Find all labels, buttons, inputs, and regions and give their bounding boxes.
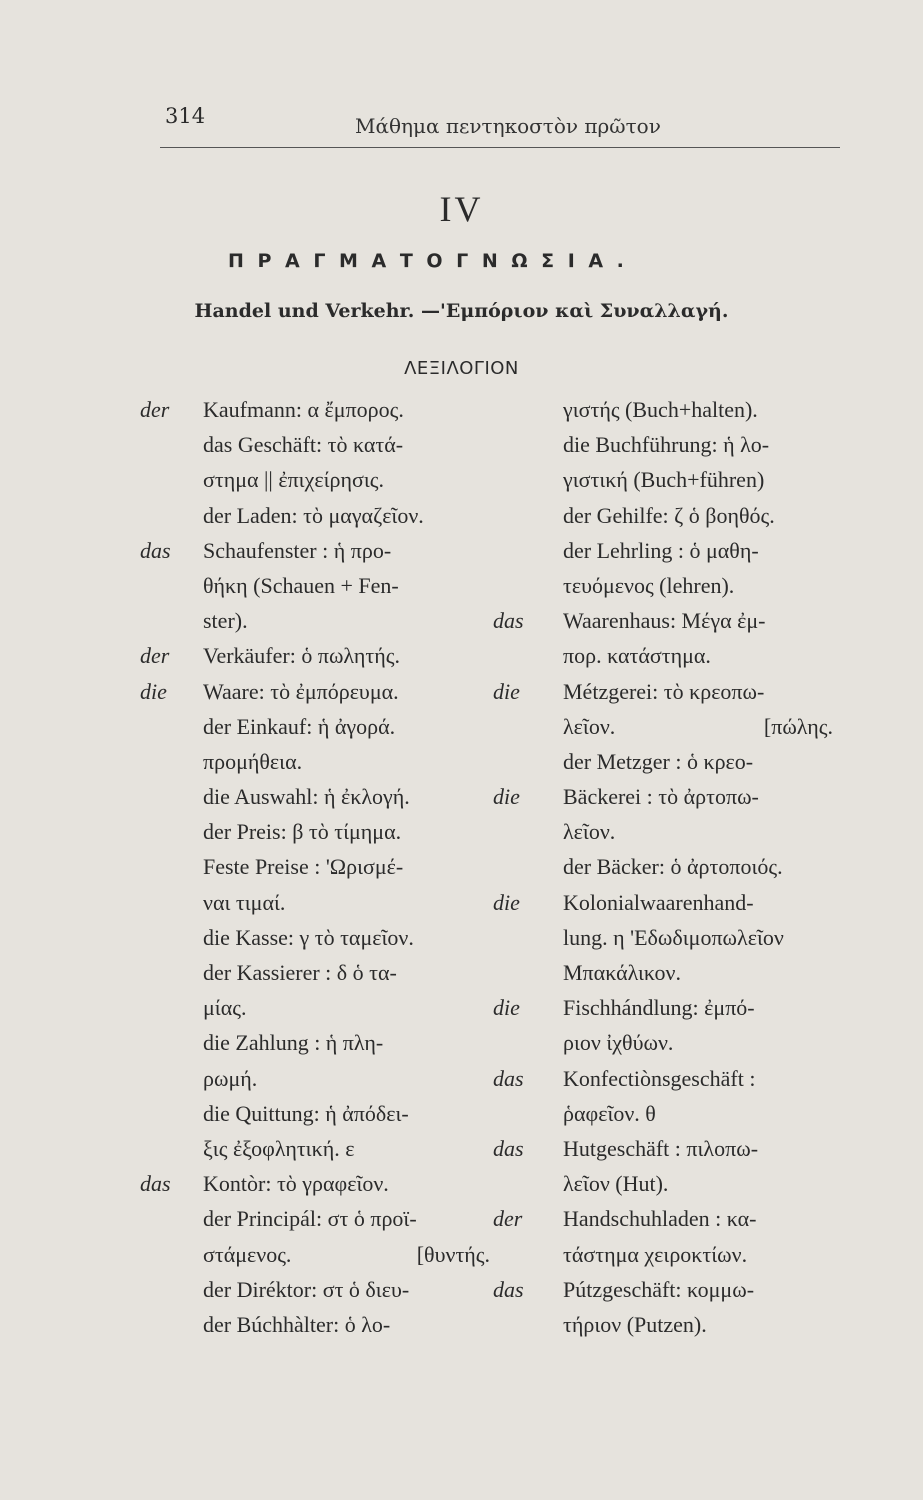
vocab-line bbox=[140, 920, 490, 955]
vocab-text: τήριον (Putzen). bbox=[563, 1311, 707, 1337]
vocab-line bbox=[493, 709, 833, 744]
vocab-line bbox=[493, 427, 833, 462]
vocab-line bbox=[140, 603, 490, 638]
vocab-line bbox=[493, 1096, 833, 1131]
vocab-line bbox=[493, 744, 833, 779]
vocab-line bbox=[140, 1201, 490, 1236]
vocab-line bbox=[140, 462, 490, 497]
vocab-line bbox=[140, 1237, 490, 1272]
vocab-text: γιστική (Buch+führen) bbox=[563, 467, 765, 493]
vocab-line bbox=[140, 498, 490, 533]
vocab-line bbox=[140, 744, 490, 779]
article-label: das bbox=[493, 1065, 524, 1091]
vocab-text: die Quittung: ἡ ἀπόδει- bbox=[203, 1100, 409, 1126]
vocab-line bbox=[493, 1237, 833, 1272]
article-label: das bbox=[493, 608, 524, 634]
vocab-line bbox=[493, 814, 833, 849]
vocab-line bbox=[493, 1272, 833, 1307]
vocab-line bbox=[493, 674, 833, 709]
vocab-line bbox=[493, 603, 833, 638]
vocab-text: τάστημα χειροκτίων. bbox=[563, 1241, 748, 1267]
vocab-text: Waare: τὸ ἐμπόρευμα. bbox=[203, 678, 399, 704]
vocab-text: Pútzgeschäft: κομμω- bbox=[563, 1276, 755, 1302]
running-title: Μάθημα πεντηκοστὸν πρῶτον bbox=[355, 114, 661, 138]
vocab-text: ρωμή. bbox=[203, 1065, 258, 1091]
article-label: der bbox=[493, 1206, 523, 1232]
vocab-text: γιστής (Buch+halten). bbox=[563, 397, 758, 422]
vocab-text: Verkäufer: ὁ πωλητής. bbox=[203, 643, 400, 669]
vocab-text: der Gehilfe: ζ ὁ βοηθός. bbox=[563, 502, 775, 528]
vocab-line bbox=[140, 709, 490, 744]
vocab-text: der Laden: τὸ μαγαζεῖον. bbox=[203, 502, 424, 528]
article-label: der bbox=[140, 397, 170, 422]
vocab-text: lung. η 'Εδωδιμοπωλεῖον bbox=[563, 924, 784, 950]
article-label: das bbox=[140, 1171, 171, 1197]
vocab-line bbox=[493, 638, 833, 673]
vocab-line bbox=[140, 1131, 490, 1166]
vocab-line bbox=[140, 1272, 490, 1307]
article-label: die bbox=[493, 889, 520, 915]
article-label: die bbox=[493, 678, 520, 704]
header-rule bbox=[160, 147, 840, 148]
vocab-line bbox=[140, 1061, 490, 1096]
vocab-line bbox=[140, 1096, 490, 1131]
continuation-fragment: [θυντής. bbox=[416, 1241, 490, 1267]
vocab-text: der Bäcker: ὁ ἀρτοποιός. bbox=[563, 854, 783, 880]
vocab-line bbox=[140, 568, 490, 603]
vocab-line bbox=[140, 427, 490, 462]
vocab-column-left bbox=[140, 392, 490, 1342]
vocab-text: Konfectiònsgeschäft : bbox=[563, 1065, 756, 1091]
vocab-text: das Geschäft: τὸ κατά- bbox=[203, 432, 404, 458]
vocab-column-right bbox=[493, 392, 833, 1342]
vocab-text: die Zahlung : ἡ πλη- bbox=[203, 1030, 384, 1056]
vocab-text: der Metzger : ὁ κρεο- bbox=[563, 748, 754, 774]
page-number: 314 bbox=[165, 104, 206, 128]
article-label: das bbox=[493, 1135, 524, 1161]
vocab-line bbox=[140, 533, 490, 568]
vocab-line bbox=[140, 638, 490, 673]
section-number: IV bbox=[439, 189, 484, 229]
vocab-text: die Auswahl: ἡ ἐκλογή. bbox=[203, 784, 410, 810]
vocab-text: der Kassierer : δ ὁ τα- bbox=[203, 960, 397, 985]
article-label: die bbox=[140, 678, 167, 704]
vocab-text: ξις ἐξοφλητική. ε bbox=[203, 1135, 355, 1161]
vocab-line bbox=[140, 1025, 490, 1060]
article-label: der bbox=[140, 643, 170, 669]
article-label: die bbox=[493, 784, 520, 810]
section-title: ΠΡΑΓΜΑΤΟΓΝΩΣΙΑ. bbox=[228, 250, 638, 272]
vocab-line bbox=[493, 568, 833, 603]
vocab-line bbox=[493, 1061, 833, 1096]
vocab-text: Handschuhladen : κα- bbox=[563, 1206, 757, 1232]
vocab-text: λεῖον. bbox=[563, 713, 616, 739]
vocab-text: θήκη (Schauen + Fen- bbox=[203, 572, 399, 598]
vocab-text: die Buchführung: ἡ λο- bbox=[563, 432, 770, 458]
vocab-text: Kontòr: τὸ γραφεῖον. bbox=[203, 1171, 389, 1197]
vocab-text: τευόμενος (lehren). bbox=[563, 572, 735, 598]
continuation-fragment: [πώλης. bbox=[763, 713, 833, 739]
vocab-line bbox=[493, 498, 833, 533]
vocab-line bbox=[140, 849, 490, 884]
vocab-text: ster). bbox=[203, 608, 248, 634]
vocab-line bbox=[140, 885, 490, 920]
vocab-line bbox=[140, 779, 490, 814]
vocab-text: στάμενος. bbox=[203, 1241, 292, 1267]
vocab-line bbox=[140, 392, 490, 427]
article-label: das bbox=[140, 537, 171, 563]
vocab-line bbox=[493, 920, 833, 955]
vocab-line bbox=[493, 955, 833, 990]
vocab-line bbox=[493, 1166, 833, 1201]
vocab-text: der Principál: στ ὁ προϊ- bbox=[203, 1206, 417, 1232]
vocab-text: Fischhándlung: ἐμπό- bbox=[563, 995, 755, 1021]
vocab-text: der Búchhàlter: ὁ λο- bbox=[203, 1311, 391, 1337]
vocab-text: στημα || ἐπιχείρησις. bbox=[203, 467, 384, 493]
vocab-text: λεῖον. bbox=[563, 819, 616, 845]
vocab-text: ναι τιμαί. bbox=[203, 889, 286, 915]
vocab-line bbox=[140, 955, 490, 990]
vocab-text: προμήθεια. bbox=[203, 748, 303, 774]
vocab-text: ῥαφεῖον. θ bbox=[563, 1100, 656, 1126]
article-label: das bbox=[493, 1276, 524, 1302]
vocab-text: Schaufenster : ἡ προ- bbox=[203, 537, 392, 563]
vocab-text: die Kasse: γ τὸ ταμεῖον. bbox=[203, 924, 414, 950]
vocab-text: ριον ἰχθύων. bbox=[563, 1030, 674, 1056]
article-label: die bbox=[493, 995, 520, 1021]
vocab-line bbox=[140, 990, 490, 1025]
vocab-line bbox=[140, 1166, 490, 1201]
vocab-line bbox=[493, 1025, 833, 1060]
vocab-text: der Diréktor: στ ὁ διευ- bbox=[203, 1276, 410, 1302]
vocab-line bbox=[493, 885, 833, 920]
vocab-line bbox=[493, 1131, 833, 1166]
vocab-text: Kolonialwaarenhand- bbox=[563, 889, 754, 915]
vocab-text: λεῖον (Hut). bbox=[563, 1171, 669, 1197]
vocab-text: Kaufmann: α ἔμπορος. bbox=[203, 397, 404, 422]
vocab-line bbox=[493, 849, 833, 884]
vocab-line bbox=[493, 462, 833, 497]
vocab-text: Μπακάλικον. bbox=[563, 960, 681, 985]
subtitle: Handel und Verkehr. —'Εμπόριον καὶ Συναλλαγή. bbox=[194, 300, 729, 322]
vocab-text: Bäckerei : τὸ ἀρτοπω- bbox=[563, 784, 759, 810]
vocab-text: Feste Preise : 'Ωρισμέ- bbox=[203, 854, 404, 880]
lexikon-heading: ΛΕΞΙΛΟΓΙΟΝ bbox=[404, 358, 519, 379]
vocab-line bbox=[140, 674, 490, 709]
vocab-text: μίας. bbox=[203, 995, 247, 1021]
vocab-line bbox=[493, 533, 833, 568]
vocab-text: Métzgerei: τὸ κρεοπω- bbox=[563, 678, 765, 704]
vocab-line bbox=[493, 990, 833, 1025]
vocab-text: πορ. κατάστημα. bbox=[563, 643, 711, 669]
vocab-text: Hutgeschäft : πιλοπω- bbox=[563, 1135, 759, 1161]
vocab-text: der Einkauf: ἡ ἀγορά. bbox=[203, 713, 396, 739]
vocab-text: Waarenhaus: Μέγα ἐμ- bbox=[563, 608, 766, 634]
vocab-line bbox=[140, 814, 490, 849]
vocab-line bbox=[493, 392, 833, 427]
vocab-line bbox=[493, 779, 833, 814]
vocab-text: der Preis: β τὸ τίμημα. bbox=[203, 819, 402, 845]
vocab-text: der Lehrling : ὁ μαθη- bbox=[563, 537, 759, 563]
vocab-line bbox=[493, 1201, 833, 1236]
vocab-line bbox=[140, 1307, 490, 1342]
vocab-line bbox=[493, 1307, 833, 1342]
